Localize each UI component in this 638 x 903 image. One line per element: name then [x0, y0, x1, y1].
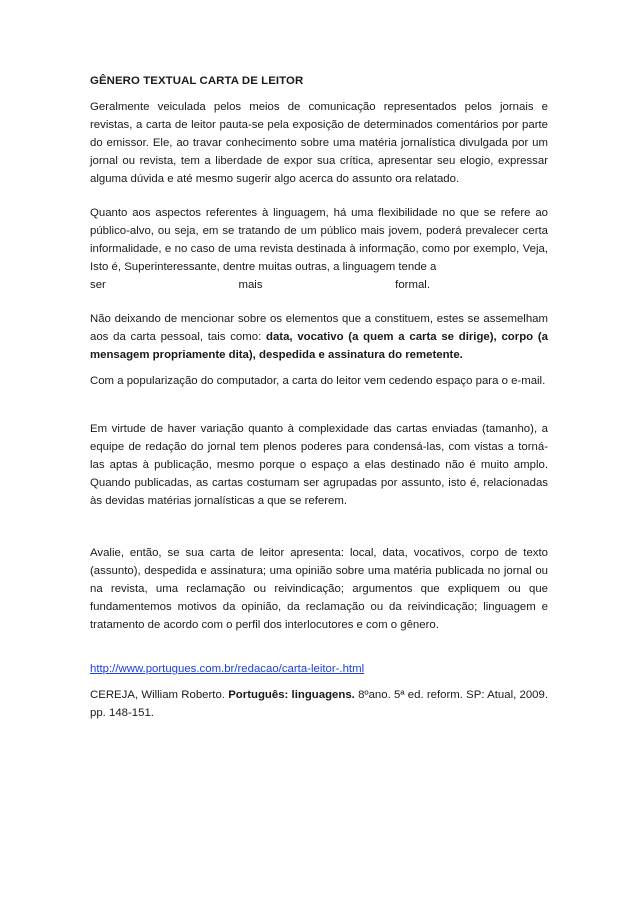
document-title: GÊNERO TEXTUAL CARTA DE LEITOR — [90, 75, 304, 87]
paragraph-evaluate: Avalie, então, se sua carta de leitor apresenta: local, data, vocativos, corpo de texto (assunto), despedida e assinatura; uma opinião sobre uma matéria publicada no jornal ou na revista, uma reclamação ou reivindicação; argumentos que expliquem ou que fundamentemos motivos da opinião, da reclamação ou da reivindicação; linguagem e tratamento de acordo com o perfil dos interlocutores e com o gênero. — [90, 547, 548, 631]
source-link[interactable]: http://www.portugues.com.br/redacao/carta-leitor-.html — [90, 663, 365, 675]
tail-word-ser: ser — [90, 279, 106, 291]
paragraph-variation: Em virtude de haver variação quanto à complexidade das cartas enviadas (tamanho), a equipe de redação do jornal tem plenos poderes para condensá-las, com vistas a torná-las aptas à publicação, mesmo porque o espaço a elas destinado não é muito amplo. Quando publicadas, as cartas costumam ser agrupadas por assunto, isto é, relacionadas às devidas matérias jornalísticas a que se referem. — [90, 423, 548, 507]
reference — [90, 686, 548, 722]
paragraph-elements-text: Não deixando de mencionar sobre os elementos que a constituem, estes se assemelham aos da carta pessoal, tais como: — [90, 313, 548, 343]
reference-author: CEREJA, William Roberto. — [90, 689, 229, 701]
source-link-line — [90, 660, 548, 678]
paragraph-elements-bold: data, vocativo (a quem a carta se dirige), corpo (a mensagem propriamente dita), despedida e assinatura do remetente. — [90, 331, 548, 361]
tail-word-formal: formal. — [395, 279, 430, 291]
reference-details: 8ºano. 5ª ed. reform. SP: Atual, 2009. pp. 148-151. — [90, 689, 549, 719]
paragraph-language — [90, 204, 548, 276]
paragraph-email: Com a popularização do computador, a carta do leitor vem cedendo espaço para o e-mail. — [90, 375, 546, 387]
reference-title: Português: linguagens. — [228, 689, 355, 701]
paragraph-language-tail — [90, 276, 430, 294]
paragraph-intro: Geralmente veiculada pelos meios de comunicação representados pelos jornais e revistas, a carta de leitor pauta-se pela exposição de determinados comentários por parte do emissor. Ele, ao travar conhecimento sobre uma matéria jornalística divulgada por um jornal ou revista, tem a liberdade de expor sua crítica, apresentar seu elogio, expressar alguma dúvida e até mesmo sugerir algo acerca do assunto ora relatado. — [90, 101, 548, 185]
tail-word-mais: mais — [238, 279, 263, 291]
paragraph-language-text: Quanto aos aspectos referentes à linguagem, há uma flexibilidade no que se refere ao público-alvo, ou seja, em se tratando de um público mais jovem, poderá prevalecer certa informalidade, e no caso de uma revista destinada à informação, como por exemplo, Veja, Isto é, Superinteressante, dentre muitas outras, a linguagem tende a — [90, 207, 548, 273]
paragraph-elements — [90, 310, 548, 364]
